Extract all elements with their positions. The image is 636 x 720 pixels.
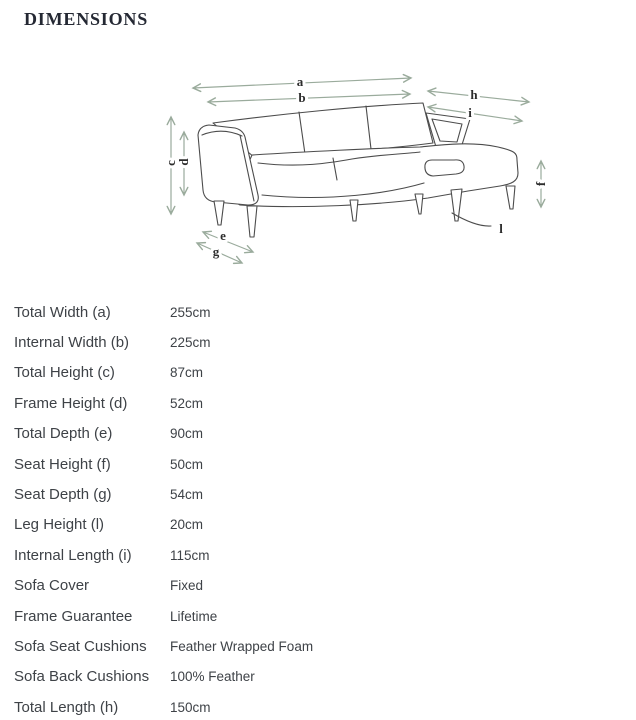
- spec-value: Feather Wrapped Foam: [170, 638, 314, 654]
- label-h: h: [470, 87, 478, 102]
- spec-row: [14, 510, 636, 540]
- spec-value: 115cm: [170, 547, 210, 563]
- label-b: b: [298, 90, 306, 105]
- spec-value: 52cm: [170, 395, 204, 411]
- sofa-leg: [247, 206, 257, 237]
- spec-value: 225cm: [170, 335, 211, 351]
- spec-row: [14, 631, 636, 661]
- spec-row: [14, 419, 636, 449]
- spec-row: [14, 692, 636, 720]
- spec-value: 50cm: [170, 456, 204, 472]
- sofa-leg: [506, 186, 515, 209]
- spec-label: Total Height (c): [14, 364, 115, 382]
- spec-label: Seat Height (f): [14, 455, 111, 473]
- label-i: i: [468, 105, 472, 120]
- dimension-arrow-h: [428, 91, 529, 102]
- sofa-leg: [451, 189, 462, 221]
- spec-label: Total Depth (e): [14, 425, 113, 443]
- label-g: g: [212, 244, 220, 259]
- spec-value: Lifetime: [170, 608, 218, 624]
- label-d: d: [176, 158, 191, 166]
- spec-label: Total Width (a): [14, 303, 111, 321]
- spec-row: [14, 449, 636, 479]
- spec-value: Fixed: [170, 578, 204, 594]
- label-c: c: [163, 160, 178, 166]
- label-a: a: [296, 74, 304, 89]
- page-title: DIMENSIONS: [24, 9, 149, 29]
- spec-row: [14, 327, 636, 357]
- spec-value: 87cm: [170, 365, 204, 381]
- spec-label: Internal Width (b): [14, 334, 130, 352]
- spec-label: Seat Depth (g): [14, 486, 112, 504]
- spec-label: Total Length (h): [14, 698, 119, 716]
- spec-value: 90cm: [170, 426, 204, 442]
- sofa-leg: [214, 201, 224, 225]
- spec-label: Sofa Back Cushions: [14, 668, 150, 686]
- spec-value: 150cm: [170, 699, 211, 715]
- spec-label: Frame Height (d): [14, 394, 128, 412]
- sofa-dimensions-diagram: [0, 55, 636, 297]
- dimension-arrow-g: [197, 243, 242, 263]
- spec-value: 54cm: [170, 487, 204, 503]
- sofa-illustration: [0, 55, 636, 297]
- spec-row: [14, 358, 636, 388]
- label-l: l: [499, 221, 503, 236]
- spec-row: [14, 388, 636, 418]
- sofa-drawing: [198, 103, 518, 237]
- spec-value: 100% Feather: [170, 669, 255, 685]
- label-e: e: [220, 228, 226, 243]
- spec-row: [14, 540, 636, 570]
- spec-label: Sofa Cover: [14, 577, 90, 595]
- spec-value: 255cm: [170, 304, 211, 320]
- spec-row: [14, 571, 636, 601]
- spec-label: Frame Guarantee: [14, 607, 133, 625]
- spec-row: [14, 479, 636, 509]
- spec-label: Sofa Seat Cushions: [14, 637, 147, 655]
- sofa-seat-base: [232, 144, 518, 207]
- spec-label: Internal Length (i): [14, 546, 132, 564]
- spec-label: Leg Height (l): [14, 516, 105, 534]
- sofa-leg: [415, 194, 423, 214]
- spec-row: [14, 297, 636, 327]
- spec-row: [14, 662, 636, 692]
- dimension-arrow-b: [208, 94, 410, 102]
- spec-value: 20cm: [170, 517, 204, 533]
- spec-row: [14, 601, 636, 631]
- spec-table: [14, 297, 636, 720]
- label-f: f: [533, 181, 548, 187]
- sofa-leg: [350, 200, 358, 221]
